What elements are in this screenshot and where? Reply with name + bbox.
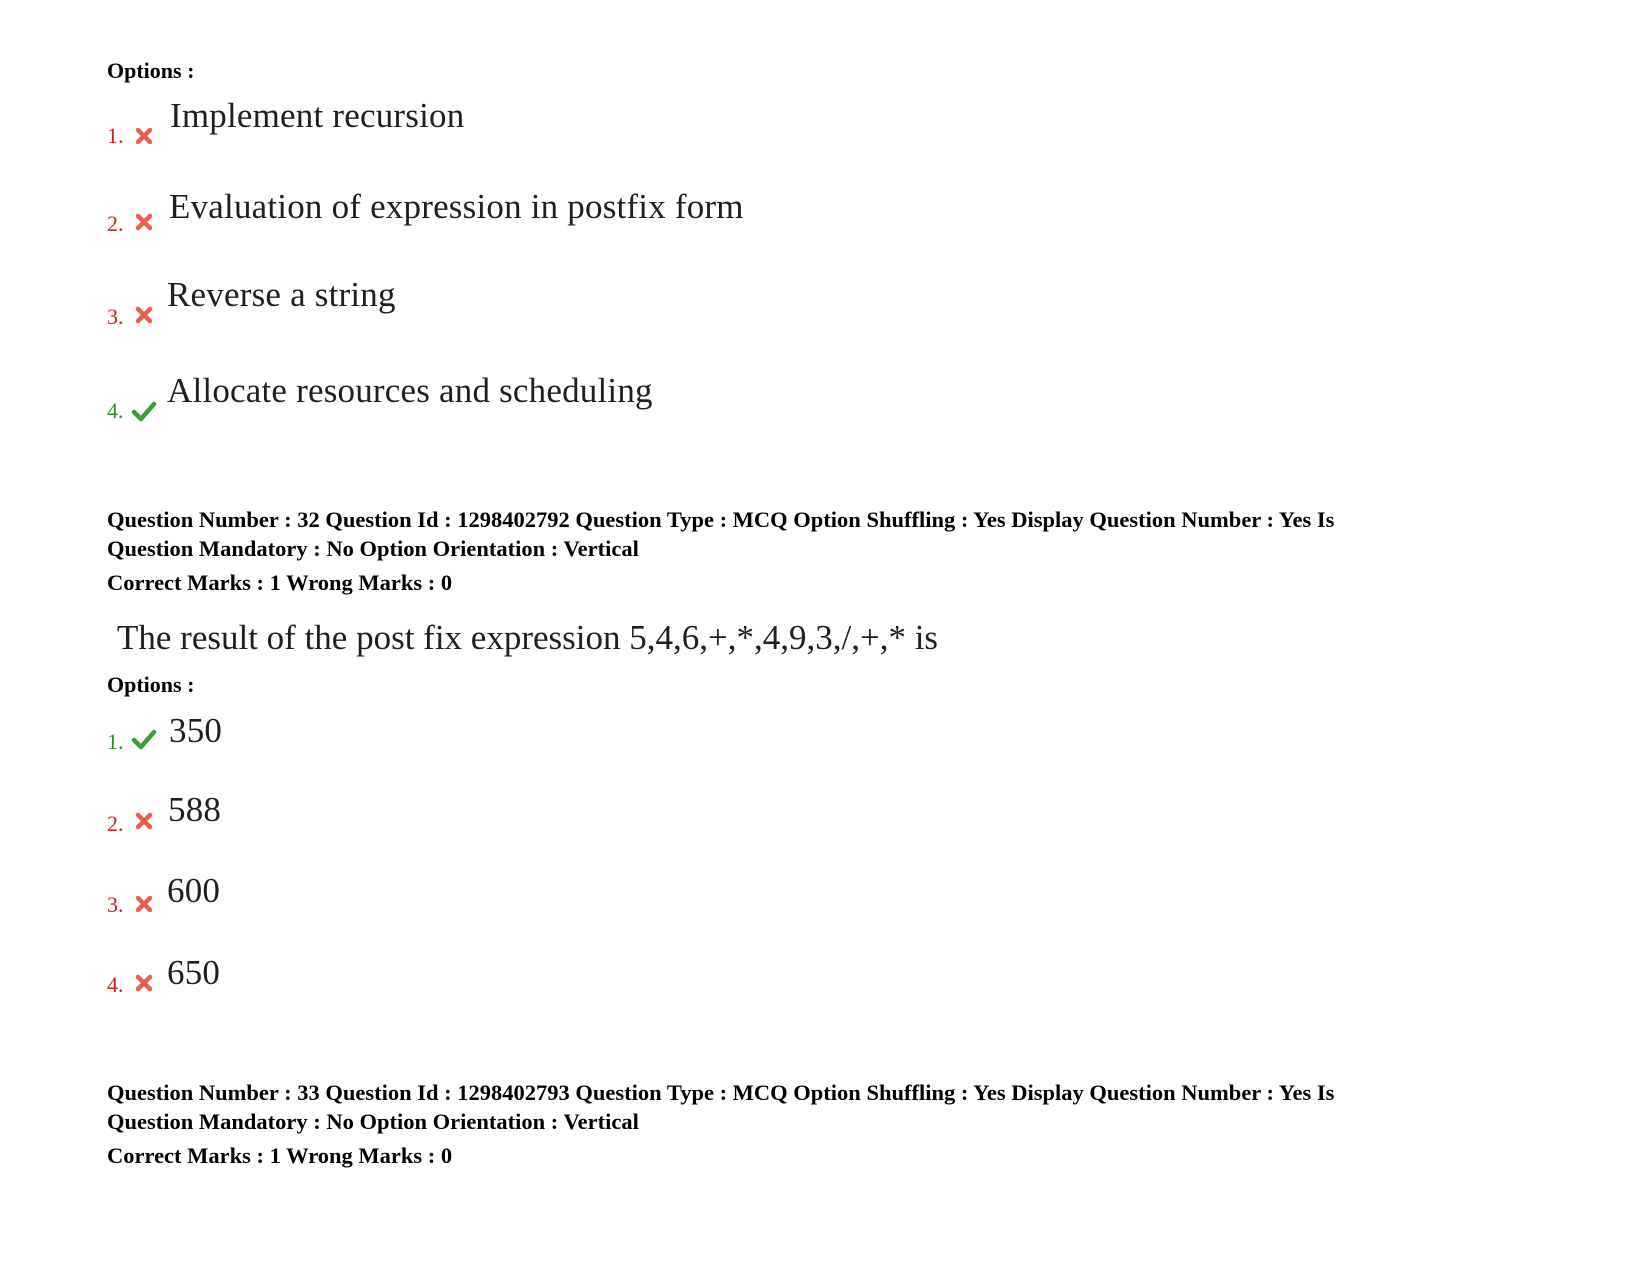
question-meta-line: Question Mandatory : No Option Orientation : Vertical [107,1109,639,1134]
option-text: Implement recursion [170,96,465,135]
cross-icon [131,808,157,834]
question-marks: Correct Marks : 1 Wrong Marks : 0 [107,1143,453,1168]
option-number: 3. [107,892,124,917]
check-icon [131,726,157,752]
question-meta-line: Question Number : 33 Question Id : 1298402793 Question Type : MCQ Option Shuffling : Yes Display Question Number : Yes Is [107,1080,1335,1105]
option-text: Evaluation of expression in postfix form [169,187,744,226]
option-number: 3. [107,304,124,329]
question-meta-line: Question Number : 32 Question Id : 1298402792 Question Type : MCQ Option Shuffling : Yes Display Question Number : Yes Is [107,507,1335,532]
question-marks: Correct Marks : 1 Wrong Marks : 0 [107,570,453,595]
question-text: The result of the post fix expression 5,4,6,+,*,4,9,3,/,+,* is [117,618,939,657]
option-number: 4. [107,972,124,997]
option-text: Reverse a string [167,275,396,314]
option-text: 600 [167,871,221,910]
option-text: 650 [167,953,221,992]
option-number: 1. [107,729,124,754]
question-meta-line: Question Mandatory : No Option Orientation : Vertical [107,536,639,561]
cross-icon [131,891,157,917]
cross-icon [131,123,157,149]
options-label: Options : [107,58,195,83]
options-label: Options : [107,672,195,697]
cross-icon [131,302,157,328]
option-number: 2. [107,811,124,836]
option-number: 2. [107,211,124,236]
option-number: 1. [107,123,124,148]
option-text: 588 [168,790,222,829]
cross-icon [131,209,157,235]
cross-icon [131,970,157,996]
check-icon [131,398,157,424]
option-text: Allocate resources and scheduling [167,371,653,410]
option-number: 4. [107,398,124,423]
option-text: 350 [169,711,223,750]
